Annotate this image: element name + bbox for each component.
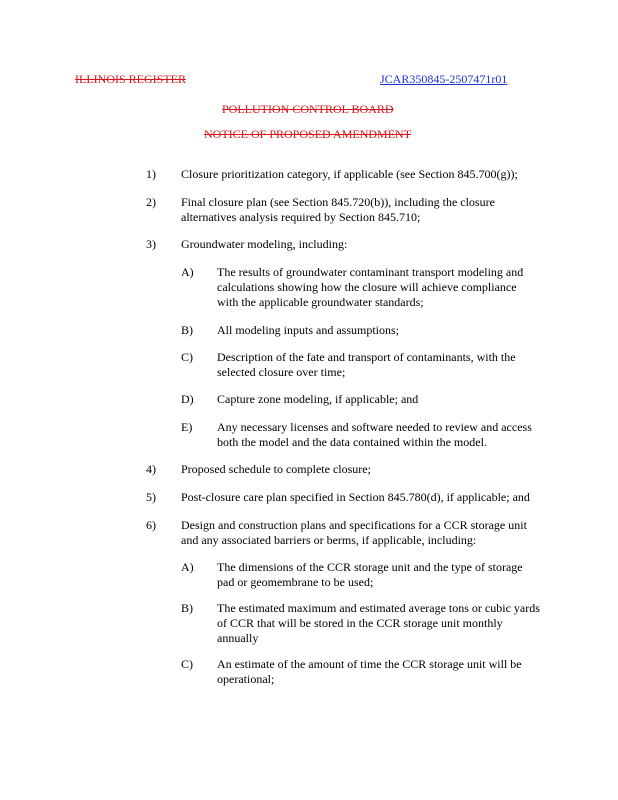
subitem-letter: C) [181, 657, 193, 671]
item-line: of CCR that will be stored in the CCR storage unit monthly [217, 616, 503, 630]
item-number: 6) [146, 518, 156, 532]
subitem-text [217, 601, 540, 646]
subitem-text [217, 420, 532, 450]
item-number: 3) [146, 237, 156, 251]
item-text [181, 195, 495, 225]
item-number: 4) [146, 462, 156, 476]
item-line: The dimensions of the CCR storage unit and the type of storage [217, 560, 523, 574]
item-number: 1) [146, 167, 156, 181]
item-line: both the model and the data contained within the model. [217, 435, 487, 449]
subitem-text [217, 323, 399, 338]
item-line: pad or geomembrane to be used; [217, 575, 374, 589]
jcar-reference-suffix: r01 [491, 72, 508, 86]
subitem-text [217, 350, 516, 380]
item-line: with the applicable groundwater standards; [217, 295, 424, 309]
item-line: Any necessary licenses and software needed to review and access [217, 420, 532, 434]
item-line: Final closure plan (see Section 845.720(b)), including the closure [181, 195, 495, 209]
subitem-letter: C) [181, 350, 193, 364]
board-title: POLLUTION CONTROL BOARD [222, 102, 394, 116]
item-text [181, 518, 527, 548]
item-line: Groundwater modeling, including: [181, 237, 348, 251]
item-line: The estimated maximum and estimated average tons or cubic yards [217, 601, 540, 615]
item-line: Design and construction plans and specifications for a CCR storage unit [181, 518, 527, 532]
item-line: All modeling inputs and assumptions; [217, 323, 399, 337]
item-line: Capture zone modeling, if applicable; and [217, 392, 419, 406]
item-line: alternatives analysis required by Section 845.710; [181, 210, 421, 224]
item-line: Post-closure care plan specified in Section 845.780(d), if applicable; and [181, 490, 530, 504]
subitem-letter: B) [181, 323, 193, 337]
item-line: An estimate of the amount of time the CCR storage unit will be [217, 657, 522, 671]
subitem-letter: A) [181, 265, 194, 279]
item-line: Proposed schedule to complete closure; [181, 462, 371, 476]
jcar-reference [380, 72, 507, 87]
item-line: and any associated barriers or berms, if applicable, including: [181, 533, 477, 547]
subitem-text [217, 657, 522, 687]
item-line: The results of groundwater contaminant transport modeling and [217, 265, 524, 279]
item-text [181, 462, 371, 477]
item-line: Description of the fate and transport of contaminants, with the [217, 350, 516, 364]
item-line: annually [217, 631, 259, 645]
subitem-letter: D) [181, 392, 194, 406]
register-header-text: ILLINOIS REGISTER [75, 72, 186, 86]
item-line: Closure prioritization category, if applicable (see Section 845.700(g)); [181, 167, 518, 181]
subitem-text [217, 392, 418, 407]
item-number: 5) [146, 490, 156, 504]
subitem-text [217, 560, 523, 590]
item-line: calculations showing how the closure will achieve compliance [217, 280, 517, 294]
register-header [75, 72, 186, 87]
subitem-letter: B) [181, 601, 193, 615]
subitem-letter: A) [181, 560, 194, 574]
item-text [181, 490, 530, 505]
item-line: selected closure over time; [217, 365, 346, 379]
item-text [181, 167, 518, 182]
item-number: 2) [146, 195, 156, 209]
item-line: operational; [217, 672, 275, 686]
subitem-text [217, 265, 523, 310]
subitem-letter: E) [181, 420, 193, 434]
notice-title: NOTICE OF PROPOSED AMENDMENT [204, 127, 412, 141]
item-text [181, 237, 347, 252]
jcar-reference-number: JCAR350845-2507471 [380, 72, 492, 86]
